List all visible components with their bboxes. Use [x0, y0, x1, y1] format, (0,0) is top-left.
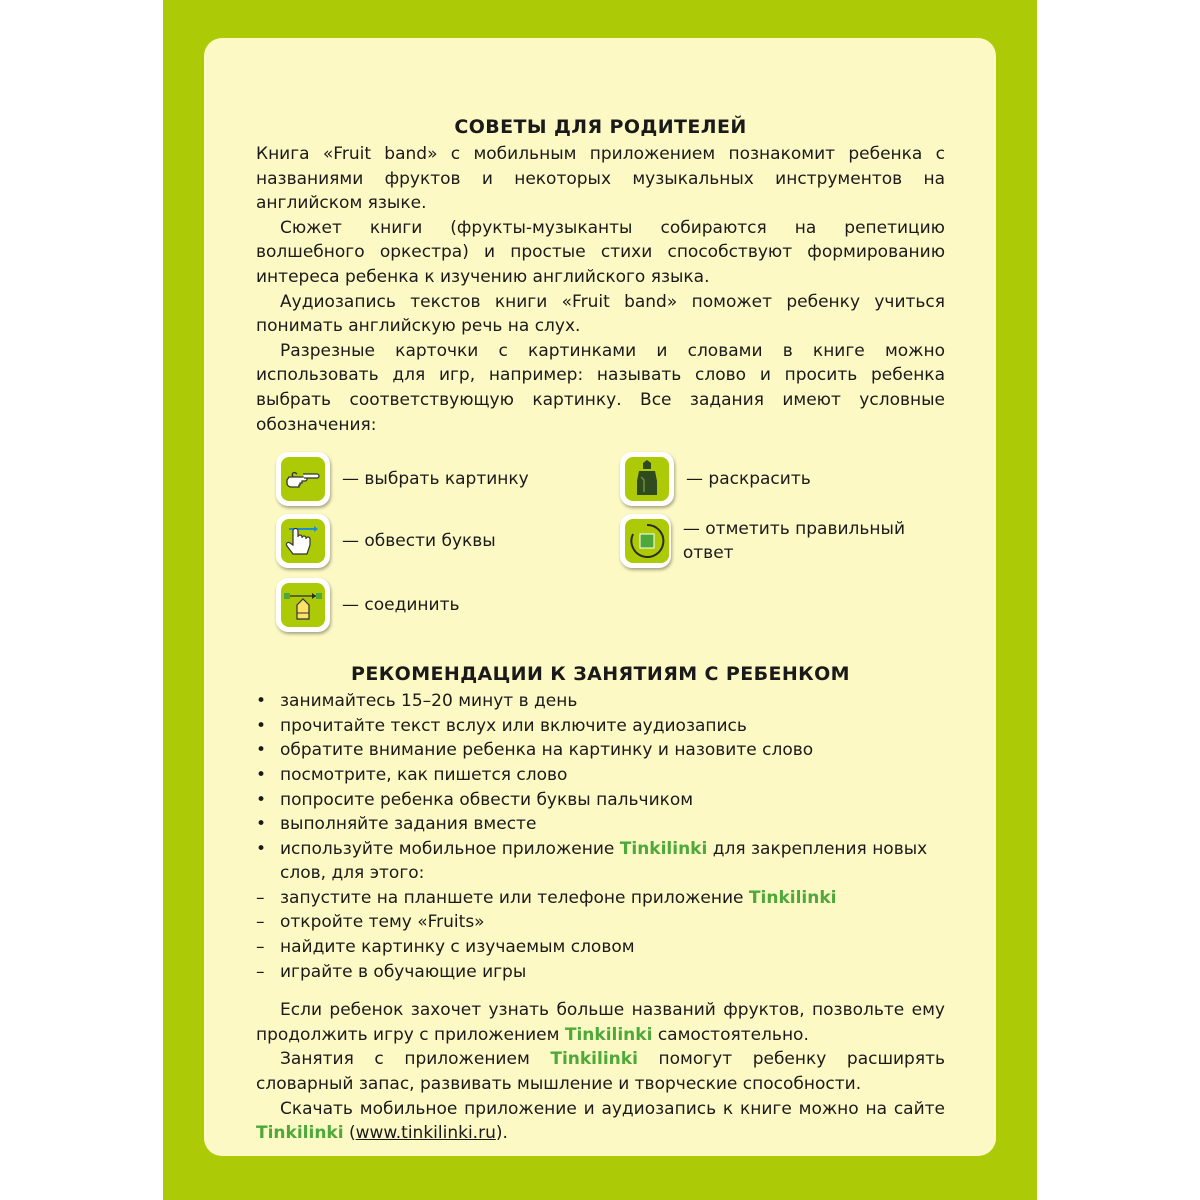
legend-connect	[276, 577, 460, 633]
tracing-finger-icon	[276, 514, 330, 568]
list-item: • прочитайте текст вслух или включите аудиозапись	[256, 714, 945, 739]
recommendation-list	[256, 689, 945, 984]
brand-name: Tinkilinki	[564, 1024, 653, 1045]
paragraph-plot: Сюжет книги (фрукты-музыканты собираются на репетицию волшебного оркестра) и простые стихи способствуют формированию интереса ребенка к изучению английского языка.	[256, 217, 945, 287]
brand-name: Tinkilinki	[748, 887, 837, 908]
list-item: • попросите ребенка обвести буквы пальчиком	[256, 788, 945, 813]
paragraph-app-benefits: Занятия с приложением Tinkilinki помогут ребенку расширять словарный запас, развивать мышление и творческие способности.	[256, 1049, 945, 1095]
page-content	[256, 112, 945, 1146]
list-item: • выполняйте задания вместе	[256, 812, 945, 837]
list-item: • занимайтесь 15–20 минут в день	[256, 689, 945, 714]
legend-mark-label: — отметить правильный ответ	[682, 518, 906, 564]
section-title-recommendations: РЕКОМЕНДАЦИИ К ЗАНЯТИЯМ С РЕБЕНКОМ	[351, 663, 850, 686]
legend-color	[620, 451, 811, 507]
paragraph-intro: Книга «Fruit band» с мобильным приложением познакомит ребенка с названиями фруктов и некоторых музыкальных инструментов на английском языке.	[256, 144, 945, 214]
paragraph-cards: Разрезные карточки с картинками и словами в книге можно использовать для игр, например: называть слово и просить ребенка выбрать соответствующую картинку. Все задания имеют условные обозначения:	[256, 340, 945, 435]
brand-name: Tinkilinki	[550, 1049, 638, 1070]
list-subitem: – запустите на планшете или телефоне приложение Tinkilinki	[256, 886, 945, 911]
brand-name: Tinkilinki	[619, 838, 708, 859]
legend-choose	[276, 451, 529, 507]
legend-trace	[276, 513, 496, 569]
pointing-hand-icon	[276, 452, 330, 506]
circle-mark-icon	[620, 514, 671, 568]
paragraph-audio: Аудиозапись текстов книги «Fruit band» поможет ребенку учиться понимать английскую речь на слух.	[256, 291, 945, 337]
legend-mark	[620, 513, 945, 569]
brand-name: Tinkilinki	[256, 1123, 344, 1144]
list-item-app: • используйте мобильное приложение Tinkilinki для закрепления новых слов, для этого:	[256, 837, 945, 886]
section-title-parents: СОВЕТЫ ДЛЯ РОДИТЕЛЕЙ	[454, 116, 747, 138]
legend-connect-label: — соединить	[342, 594, 460, 615]
website-link[interactable]: www.tinkilinki.ru	[355, 1123, 496, 1144]
task-legend	[256, 449, 945, 635]
list-subitem: – откройте тему «Fruits»	[256, 910, 945, 935]
legend-color-label: — раскрасить	[686, 468, 811, 489]
paragraph-download: Скачать мобильное приложение и аудиозапись к книге можно на сайте Tinkilinki (www.tinkilinki.ru).	[256, 1098, 945, 1144]
marker-icon	[620, 452, 674, 506]
connect-pencil-icon	[276, 578, 330, 632]
legend-choose-label: — выбрать картинку	[342, 468, 529, 489]
list-item: • посмотрите, как пишется слово	[256, 763, 945, 788]
list-subitem: – играйте в обучающие игры	[256, 960, 945, 985]
list-subitem: – найдите картинку с изучаемым словом	[256, 935, 945, 960]
list-item: • обратите внимание ребенка на картинку и назовите слово	[256, 738, 945, 763]
legend-trace-label: — обвести буквы	[342, 530, 496, 551]
paragraph-more-fruits: Если ребенок захочет узнать больше названий фруктов, позвольте ему продолжить игру с приложением Tinkilinki самостоятельно.	[256, 1000, 945, 1045]
